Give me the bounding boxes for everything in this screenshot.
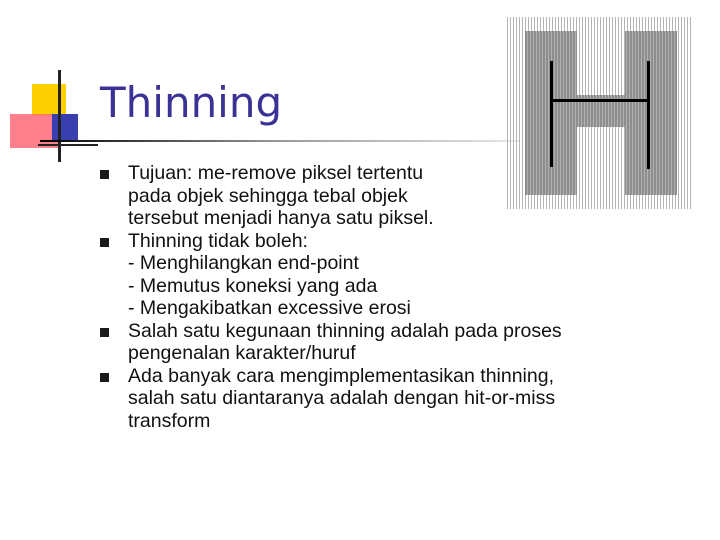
bullet-list	[100, 162, 690, 432]
slide-title: Thinning	[100, 78, 283, 127]
bullet-item-3	[100, 320, 690, 365]
square-bullet-icon	[100, 328, 109, 337]
logo-red-square	[10, 114, 58, 148]
bullet-line: tersebut menjadi hanya satu piksel.	[128, 207, 434, 229]
bullet-line: Salah satu kegunaan thinning adalah pada proses	[128, 319, 562, 342]
skeleton-left-stroke	[550, 61, 553, 167]
bullet-line: - Mengakibatkan excessive erosi	[128, 297, 411, 319]
logo-horizontal-line	[38, 144, 98, 146]
bullet-line: Ada banyak cara mengimplementasikan thinning,	[128, 364, 555, 387]
bullet-line: transform	[128, 409, 211, 432]
bullet-line: Thinning tidak boleh:	[128, 229, 308, 252]
bullet-line: - Menghilangkan end-point	[128, 252, 359, 274]
logo-blue-square	[52, 114, 78, 140]
bullet-item-1	[100, 162, 690, 230]
square-bullet-icon	[100, 238, 109, 247]
bullet-line: Tujuan: me-remove piksel tertentu	[128, 162, 424, 184]
bullet-line: pada objek sehingga tebal objek	[128, 184, 408, 207]
square-bullet-icon	[100, 373, 109, 382]
bullet-item-2	[100, 230, 690, 320]
skeleton-right-stroke	[647, 61, 650, 169]
bullet-line: salah satu diantaranya adalah dengan hit-or-miss	[128, 387, 556, 409]
square-bullet-icon	[100, 170, 109, 179]
bullet-line: - Memutus koneksi yang ada	[128, 274, 378, 297]
slide-logo	[0, 70, 110, 170]
skeleton-crossbar	[553, 99, 647, 102]
bullet-item-4	[100, 365, 690, 433]
title-underline	[40, 140, 520, 142]
logo-vertical-line	[58, 70, 61, 162]
bullet-line: pengenalan karakter/huruf	[128, 342, 356, 364]
